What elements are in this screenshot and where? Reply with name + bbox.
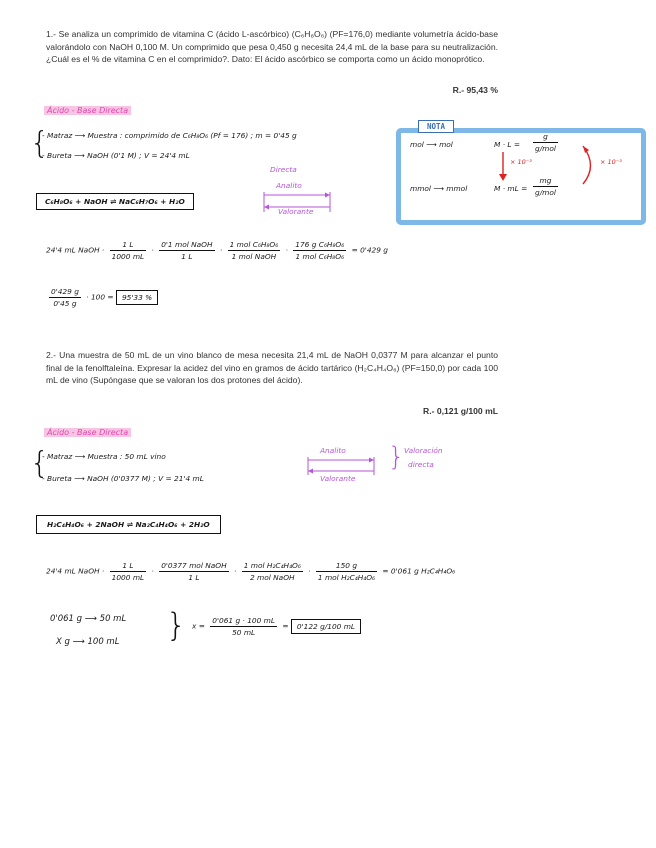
problem-1-reaction: C₆H₈O₆ + NaOH ⇌ NaC₆H₇O₆ + H₂O — [36, 193, 194, 210]
problem-2-x-result: 0'122 g/100 mL — [291, 619, 361, 634]
problem-2-x-expression: x = $\frac{0'061 g \cdot 100 mL}{50 mL}$ = 0'122 g/100 mL — [192, 616, 361, 637]
problem-2-calculation: 24'4 mL NaOH · $\frac{1 L}{1000 mL}$ · $\frac{\text{0'0377 mol NaOH}}{1 L}$ · $\frac{\text{1 mol H₂C₄H₄O₆}}{\text{2 mol NaOH}}$ · $\frac{150 g}{\text{1 mol H₂C₄H₄O₆}}$ = 0'061 g H₂C₄H₄O₆ — [46, 561, 456, 582]
nota-row1-mid: M · L = — [494, 140, 521, 149]
nota-up-label: × 10⁻³ — [600, 158, 622, 166]
problem-1-f3-den: 1 mol NaOH — [231, 252, 277, 261]
problem-2-heading: Ácido - Base Directa — [44, 428, 131, 437]
problem-2-f3-num: 1 mol H₂C₄H₄O₆ — [243, 561, 301, 570]
problem-1-analito: Analito — [276, 181, 302, 190]
problem-2-bureta: - Bureta ⟶ NaOH (0'0377 M) ; V = 21'4 mL — [42, 474, 204, 483]
problem-2-side-note-2: directa — [408, 460, 434, 469]
nota-row1-frac-den: g/mol — [535, 144, 556, 153]
problem-1-f3-num: 1 mol C₆H₈O₆ — [229, 240, 279, 249]
problem-2-statement: 2.- Una muestra de 50 mL de un vino blanco de mesa necesita 21,4 mL de NaOH 0,0377 M para alcanzar el punto final de la fenolftaleína. Expresar la acidez del vino en gramos de ácido tartárico (H₂C₄H₄O₆) (PF=150,0) por cada 100 mL de vino (Supóngase que se valoran los dos protones del ácido). — [46, 350, 498, 386]
nota-row1-frac — [530, 132, 561, 153]
problem-2-rule-brace: } — [166, 606, 187, 644]
problem-2-f2-den: 1 L — [188, 573, 200, 582]
problem-2-f1-den: 1000 mL — [111, 573, 145, 582]
problem-1-directa-note: Directa — [270, 165, 297, 174]
nota-row2-frac-num: mg — [533, 176, 558, 187]
problem-1-f4-num: 176 g C₆H₈O₆ — [295, 240, 345, 249]
problem-1-pct-result: 95'33 % — [116, 290, 158, 305]
problem-2-calc-start: 24'4 mL NaOH · — [46, 566, 105, 576]
problem-1-f4-den: 1 mol C₆H₈O₆ — [295, 252, 345, 261]
problem-2-side-note-1: Valoración — [404, 446, 443, 455]
problem-1-pct-den: 0'45 g — [53, 299, 77, 308]
problem-1-pct-num: 0'429 g — [51, 287, 79, 296]
problem-1-statement: 1.- Se analiza un comprimido de vitamina C (ácido L-ascórbico) (C₆H₈O₆) (PF=176,0) mediante volumetría ácido-base valorándolo con NaOH 0,100 M. Un comprimido que pesa 0,450 g necesita 24,4 mL de la base para su neutralización. ¿Cuál es el % de vitamina C en el comprimido?. Dato: El ácido ascórbico se comporta como un ácido monoprótico. — [46, 29, 498, 65]
problem-1-calc-start: 24'4 mL NaOH · — [46, 245, 105, 255]
problem-1-calc-result: = 0'429 g — [351, 245, 388, 255]
problem-2-f1-num: 1 L — [110, 561, 146, 572]
problem-2-rule-line-1: 0'061 g ⟶ 50 mL — [50, 614, 127, 624]
problem-1-f1-num: 1 L — [110, 240, 146, 251]
problem-2-analito: Analito — [320, 446, 346, 455]
problem-2-brace: { — [30, 446, 50, 481]
problem-2-f2-num: 0'0377 mol NaOH — [161, 561, 227, 570]
problem-1-bureta: - Bureta ⟶ NaOH (0'1 M) ; V = 24'4 mL — [42, 151, 190, 160]
nota-row1-left: mol ⟶ mol — [410, 140, 453, 149]
problem-2-side-brace: } — [388, 442, 405, 472]
problem-1-heading: Ácido - Base Directa — [44, 106, 131, 115]
nota-label: NOTA — [418, 120, 454, 133]
problem-1-f1-den: 1000 mL — [111, 252, 145, 261]
problem-2-rule-line-2: X g ⟶ 100 mL — [56, 637, 120, 647]
nota-row2-mid: M · mL = — [494, 184, 528, 193]
problem-2-calc-result: = 0'061 g H₂C₄H₄O₆ — [382, 566, 456, 576]
problem-2-answer: R.- 0,121 g/100 mL — [423, 406, 498, 416]
problem-1-matraz: - Matraz ⟶ Muestra : comprimido de C₆H₈O₆ (Pf = 176) ; m = 0'45 g — [42, 131, 297, 140]
nota-row2-left: mmol ⟶ mmol — [410, 184, 468, 193]
nota-down-label: × 10⁻³ — [510, 158, 532, 166]
problem-1-brace: { — [30, 126, 50, 161]
problem-2-valorante: Valorante — [320, 474, 356, 483]
problem-2-reaction: H₂C₄H₄O₆ + 2NaOH ⇌ Na₂C₄H₄O₆ + 2H₂O — [36, 515, 221, 534]
nota-row2-frac-den: g/mol — [535, 188, 556, 197]
problem-1-valorante: Valorante — [278, 207, 314, 216]
nota-row2-frac — [530, 176, 561, 197]
problem-2-f4-den: 1 mol H₂C₄H₄O₆ — [317, 573, 376, 582]
problem-2-f4-num: 150 g — [316, 561, 377, 572]
problem-2-x-label: x = — [192, 621, 205, 631]
nota-row1-frac-num: g — [533, 132, 558, 143]
problem-2-matraz: - Matraz ⟶ Muestra : 50 mL vino — [42, 452, 166, 461]
nota-down-arrow-icon — [496, 150, 510, 182]
problem-1-f2-den: 1 L — [181, 252, 193, 261]
problem-2-f3-den: 2 mol NaOH — [249, 573, 295, 582]
nota-curve-arrow-icon — [580, 144, 602, 188]
problem-1-pct-mult: · 100 = — [86, 292, 114, 302]
problem-2-x-den: 50 mL — [232, 628, 256, 637]
problem-1-percentage — [46, 287, 158, 308]
problem-1-calculation: 24'4 mL NaOH · $\frac{1 L}{1000 mL}$ · $\frac{\text{0'1 mol NaOH}}{1 L}$ · $\frac{\text{1 mol C₆H₈O₆}}{\text{1 mol NaOH}}$ · $\frac{\text{176 g C₆H₈O₆}}{\text{1 mol C₆H₈O₆}}$ = 0'429 g — [46, 240, 388, 261]
problem-1-f2-num: 0'1 mol NaOH — [161, 240, 213, 249]
problem-1-answer: R.- 95,43 % — [452, 85, 498, 95]
problem-2-x-num: 0'061 g · 100 mL — [212, 616, 275, 625]
